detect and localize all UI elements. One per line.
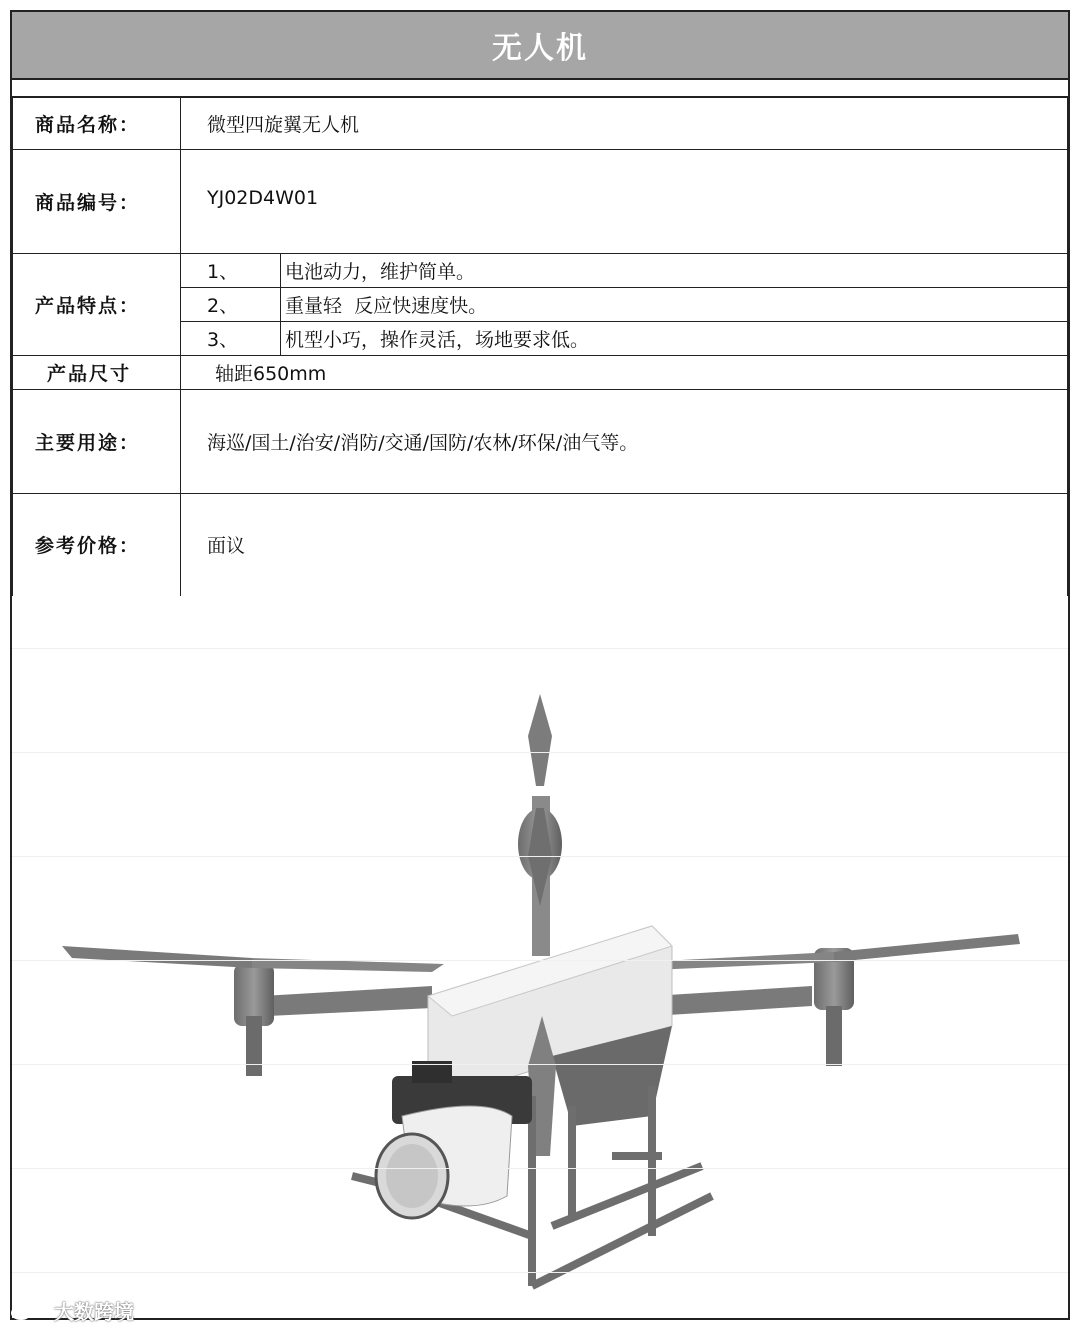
row-feature-1 — [13, 253, 1068, 287]
label-usage: 主要用途： — [13, 389, 181, 493]
row-price — [13, 493, 1068, 597]
feature-num-1: 1、 — [181, 253, 281, 287]
label-code: 商品编号： — [13, 149, 181, 253]
label-size: 产品尺寸 — [13, 355, 181, 389]
spec-table — [12, 96, 1068, 598]
feature-num-2: 2、 — [181, 287, 281, 321]
value-price: 面议 — [181, 493, 1068, 597]
product-sheet — [10, 10, 1070, 1320]
left-propeller-a — [62, 946, 252, 968]
left-arm — [262, 986, 432, 1016]
feature-text-1: 电池动力，维护简单。 — [281, 253, 1068, 287]
label-features: 产品特点： — [13, 253, 181, 355]
feature-text-3: 机型小巧，操作灵活，场地要求低。 — [281, 321, 1068, 355]
drone-photo — [12, 596, 1068, 1318]
gimbal-camera — [376, 1061, 532, 1218]
drone-illustration — [12, 596, 1068, 1318]
right-propeller-b — [834, 934, 1020, 962]
value-size: 轴距650mm — [181, 355, 1068, 389]
sheet-title: 无人机 — [12, 12, 1068, 80]
row-name — [13, 97, 1068, 149]
value-usage: 海巡/国土/治安/消防/交通/国防/农林/环保/油气等。 — [181, 389, 1068, 493]
value-code: YJ02D4W01 — [181, 149, 1068, 253]
label-price: 参考价格： — [13, 493, 181, 597]
weibo-icon — [10, 1301, 48, 1321]
right-arm — [652, 986, 812, 1016]
row-size — [13, 355, 1068, 389]
feature-text-2: 重量轻 反应快速度快。 — [281, 287, 1068, 321]
row-usage — [13, 389, 1068, 493]
label-name: 商品名称： — [13, 97, 181, 149]
value-name: 微型四旋翼无人机 — [181, 97, 1068, 149]
watermark-text: 大数跨境 — [54, 1300, 134, 1324]
feature-num-3: 3、 — [181, 321, 281, 355]
watermark — [10, 1296, 134, 1325]
rear-propeller — [528, 694, 552, 786]
row-code — [13, 149, 1068, 253]
